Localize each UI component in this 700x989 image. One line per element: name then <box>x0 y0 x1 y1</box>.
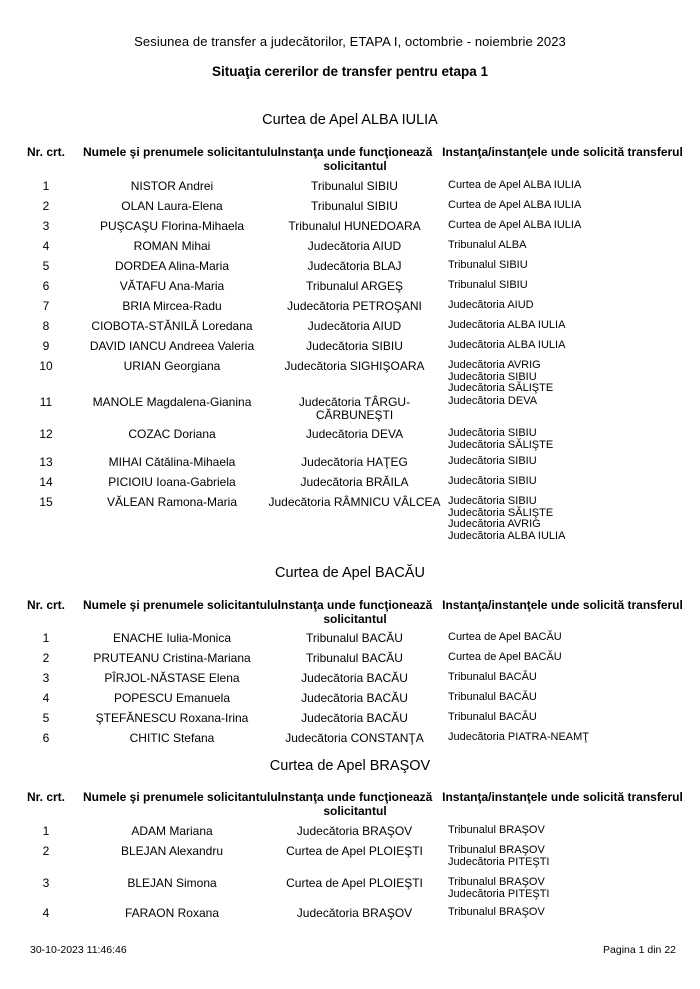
header-name: Numele şi prenumele solicitantului <box>82 790 282 804</box>
current-instance: Judecătoria DEVA <box>305 427 404 441</box>
table-row <box>0 280 700 300</box>
table-row <box>0 732 700 752</box>
applicant-name: BLEJAN Simona <box>127 876 217 890</box>
row-number: 5 <box>42 711 50 725</box>
row-number: 1 <box>42 824 50 838</box>
requested-instances <box>448 180 688 192</box>
current-instance: Tribunalul HUNEDOARA <box>288 219 421 233</box>
requested-instance: Judecătoria SĂLIŞTE <box>448 438 554 451</box>
row-number: 3 <box>42 671 50 685</box>
applicant-name: PICIOIU Ioana-Gabriela <box>108 475 236 489</box>
row-number: 4 <box>42 906 50 920</box>
table-row <box>0 845 700 877</box>
requested-instances <box>448 320 688 332</box>
applicant-name: CHITIC Stefana <box>129 731 215 745</box>
requested-instance: Curtea de Apel ALBA IULIA <box>448 199 582 211</box>
header-name: Numele şi prenumele solicitantului <box>82 145 282 159</box>
requested-instances <box>448 360 688 395</box>
applicant-name: PUŞCAŞU Florina-Mihaela <box>99 219 245 233</box>
requested-instance: Judecătoria PITEŞTI <box>448 887 550 900</box>
requested-instance: Curtea de Apel ALBA IULIA <box>448 219 582 231</box>
header-instance: Instanţa unde funcţionează solicitantul <box>277 598 433 626</box>
header-nr: Nr. crt. <box>26 790 65 804</box>
requested-instances <box>448 496 688 542</box>
row-number: 3 <box>42 219 50 233</box>
row-number: 2 <box>42 199 50 213</box>
table-row <box>0 428 700 456</box>
applicant-name: ENACHE Iulia-Monica <box>112 631 232 645</box>
table-header <box>0 598 700 632</box>
applicant-name: FARAON Roxana <box>124 906 220 920</box>
table-row <box>0 300 700 320</box>
requested-instances <box>448 220 688 232</box>
table-row <box>0 360 700 396</box>
footer-page-number: Pagina 1 din 22 <box>603 944 676 956</box>
row-number: 3 <box>42 876 50 890</box>
table-row <box>0 825 700 845</box>
requested-instances <box>448 652 688 664</box>
applicant-name: VĂTAFU Ana-Maria <box>119 279 225 293</box>
table-row <box>0 220 700 240</box>
requested-instances <box>448 712 688 724</box>
row-number: 8 <box>42 319 50 333</box>
section-title: Curtea de Apel BRAŞOV <box>269 758 431 774</box>
row-number: 6 <box>42 731 50 745</box>
table-body <box>0 180 700 540</box>
requested-instance: Judecătoria SIBIU <box>448 427 537 439</box>
requested-instances <box>448 200 688 212</box>
header-instance: Instanţa unde funcţionează solicitantul <box>277 790 433 818</box>
requested-instances <box>448 825 688 837</box>
row-number: 6 <box>42 279 50 293</box>
requested-instance: Tribunalul BACĂU <box>448 711 537 723</box>
applicant-name: DAVID IANCU Andreea Valeria <box>89 339 255 353</box>
requested-instance: Judecătoria SIBIU <box>448 370 537 383</box>
row-number: 2 <box>42 844 50 858</box>
applicant-name: NISTOR Andrei <box>130 179 214 193</box>
table-body <box>0 632 700 752</box>
document-subtitle: Situaţia cererilor de transfer pentru etapa 1 <box>211 64 489 79</box>
requested-instances <box>448 907 688 919</box>
requested-instance: Tribunalul BACĂU <box>448 691 537 703</box>
row-number: 1 <box>42 631 50 645</box>
current-instance: Tribunalul SIBIU <box>311 199 398 213</box>
row-number: 1 <box>42 179 50 193</box>
requested-instances <box>448 240 688 252</box>
current-instance: Judecătoria SIBIU <box>306 339 403 353</box>
table-row <box>0 240 700 260</box>
header-destination: Instanţa/instanţele unde solicită transferul <box>442 790 683 804</box>
requested-instance: Tribunalul BRAŞOV <box>448 844 545 856</box>
table-row <box>0 907 700 927</box>
table-row <box>0 672 700 692</box>
requested-instance: Tribunalul SIBIU <box>448 279 528 291</box>
table-row <box>0 200 700 220</box>
requested-instance: Judecătoria PITEŞTI <box>448 855 550 868</box>
current-instance: Judecătoria BACĂU <box>301 671 408 685</box>
current-instance: Judecătoria BRAŞOV <box>296 906 413 920</box>
applicant-name: DORDEA Alina-Maria <box>114 259 230 273</box>
applicant-name: OLAN Laura-Elena <box>121 199 223 213</box>
requested-instance: Judecătoria ALBA IULIA <box>448 319 566 331</box>
applicant-name: POPESCU Emanuela <box>113 691 231 705</box>
row-number: 10 <box>39 359 53 373</box>
row-number: 15 <box>39 495 53 509</box>
requested-instance: Curtea de Apel ALBA IULIA <box>448 179 582 191</box>
current-instance: Tribunalul ARGEŞ <box>306 279 403 293</box>
requested-instance: Judecătoria AVRIG <box>448 518 541 530</box>
requested-instance: Judecătoria SIBIU <box>448 475 537 487</box>
table-row <box>0 632 700 652</box>
requested-instance: Judecătoria PIATRA-NEAMŢ <box>448 731 590 743</box>
requested-instances <box>448 300 688 312</box>
applicant-name: URIAN Georgiana <box>123 359 221 373</box>
table-row <box>0 712 700 732</box>
applicant-name: ŞTEFĂNESCU Roxana-Irina <box>95 711 249 725</box>
table-row <box>0 320 700 340</box>
requested-instance: Curtea de Apel BACĂU <box>448 651 562 663</box>
document-title: Sesiunea de transfer a judecătorilor, ETAPA I, octombrie - noiembrie 2023 <box>134 34 566 49</box>
requested-instances <box>448 260 688 272</box>
requested-instances <box>448 672 688 684</box>
requested-instance: Tribunalul BRAŞOV <box>448 876 545 888</box>
row-number: 4 <box>42 239 50 253</box>
requested-instance: Judecătoria AIUD <box>448 299 534 311</box>
section-title: Curtea de Apel BACĂU <box>275 565 425 581</box>
applicant-name: ROMAN Mihai <box>133 239 211 253</box>
header-instance: Instanţa unde funcţionează solicitantul <box>277 145 433 173</box>
row-number: 11 <box>39 395 53 409</box>
row-number: 9 <box>42 339 50 353</box>
table-row <box>0 496 700 540</box>
section-title: Curtea de Apel ALBA IULIA <box>262 112 438 128</box>
requested-instances <box>448 396 688 408</box>
applicant-name: CIOBOTA-STĂNILĂ Loredana <box>91 319 253 333</box>
current-instance: Judecătoria HAŢEG <box>301 455 408 469</box>
requested-instance: Judecătoria AVRIG <box>448 359 541 371</box>
table-row <box>0 456 700 476</box>
table-row <box>0 260 700 280</box>
requested-instances <box>448 692 688 704</box>
row-number: 13 <box>39 455 53 469</box>
row-number: 12 <box>39 427 53 441</box>
current-instance: Judecătoria SIGHIŞOARA <box>284 359 425 373</box>
current-instance: Tribunalul BACĂU <box>306 631 403 645</box>
current-instance: Judecătoria BRAŞOV <box>296 824 413 838</box>
requested-instances <box>448 732 688 744</box>
row-number: 4 <box>42 691 50 705</box>
table-header <box>0 790 700 824</box>
current-instance: Judecătoria AIUD <box>307 239 402 253</box>
row-number: 14 <box>39 475 53 489</box>
header-name: Numele şi prenumele solicitantului <box>82 598 282 612</box>
table-row <box>0 180 700 200</box>
header-destination: Instanţa/instanţele unde solicită transferul <box>442 598 683 612</box>
requested-instance: Tribunalul ALBA <box>448 239 527 251</box>
table-body <box>0 825 700 927</box>
requested-instances <box>448 845 688 868</box>
requested-instance: Judecătoria SIBIU <box>448 455 537 467</box>
applicant-name: PÎRJOL-NĂSTASE Elena <box>104 671 240 685</box>
row-number: 5 <box>42 259 50 273</box>
applicant-name: VĂLEAN Ramona-Maria <box>106 495 238 509</box>
requested-instance: Judecătoria ALBA IULIA <box>448 339 566 351</box>
table-row <box>0 396 700 428</box>
requested-instances <box>448 428 688 451</box>
applicant-name: PRUTEANU Cristina-Mariana <box>93 651 251 665</box>
requested-instance: Tribunalul BRAŞOV <box>448 906 545 918</box>
requested-instance: Tribunalul BACĂU <box>448 671 537 683</box>
requested-instance: Tribunalul BRAŞOV <box>448 824 545 836</box>
current-instance: Judecătoria RÂMNICU VÂLCEA <box>268 495 441 509</box>
header-destination: Instanţa/instanţele unde solicită transferul <box>442 145 683 159</box>
requested-instances <box>448 456 688 468</box>
applicant-name: BLEJAN Alexandru <box>120 844 224 858</box>
requested-instances <box>448 340 688 352</box>
requested-instance: Judecătoria SĂLIŞTE <box>448 382 554 394</box>
table-header <box>0 145 700 179</box>
requested-instance: Judecătoria DEVA <box>448 395 538 407</box>
row-number: 7 <box>42 299 50 313</box>
requested-instance: Tribunalul SIBIU <box>448 259 528 271</box>
current-instance: Judecătoria BACĂU <box>301 691 408 705</box>
applicant-name: COZAC Doriana <box>128 427 216 441</box>
current-instance: Judecătoria CONSTANŢA <box>285 731 424 745</box>
requested-instances <box>448 280 688 292</box>
header-nr: Nr. crt. <box>26 145 65 159</box>
table-row <box>0 340 700 360</box>
requested-instance: Judecătoria SĂLIŞTE <box>448 506 554 519</box>
current-instance: Tribunalul BACĂU <box>306 651 403 665</box>
current-instance: Judecătoria BACĂU <box>301 711 408 725</box>
table-row <box>0 652 700 672</box>
current-instance: Curtea de Apel PLOIEŞTI <box>286 844 423 858</box>
requested-instance: Judecătoria SIBIU <box>448 495 537 507</box>
header-nr: Nr. crt. <box>26 598 65 612</box>
current-instance: Judecătoria BRĂILA <box>300 475 409 489</box>
table-row <box>0 877 700 907</box>
applicant-name: MANOLE Magdalena-Gianina <box>92 395 252 409</box>
current-instance: Judecătoria AIUD <box>307 319 402 333</box>
current-instance: Judecătoria BLAJ <box>307 259 402 273</box>
table-row <box>0 692 700 712</box>
current-instance: Judecătoria TÂRGU-CĂRBUNEŞTI <box>298 395 411 422</box>
requested-instances <box>448 476 688 488</box>
current-instance: Judecătoria PETROŞANI <box>287 299 422 313</box>
row-number: 2 <box>42 651 50 665</box>
requested-instances <box>448 632 688 644</box>
requested-instances <box>448 877 688 900</box>
requested-instance: Judecătoria ALBA IULIA <box>448 529 566 542</box>
current-instance: Tribunalul SIBIU <box>311 179 398 193</box>
footer-timestamp: 30-10-2023 11:46:46 <box>30 944 127 956</box>
requested-instance: Curtea de Apel BACĂU <box>448 631 562 643</box>
applicant-name: ADAM Mariana <box>131 824 213 838</box>
current-instance: Curtea de Apel PLOIEŞTI <box>286 876 423 890</box>
applicant-name: MIHAI Cătălina-Mihaela <box>108 455 236 469</box>
table-row <box>0 476 700 496</box>
applicant-name: BRIA Mircea-Radu <box>122 299 222 313</box>
